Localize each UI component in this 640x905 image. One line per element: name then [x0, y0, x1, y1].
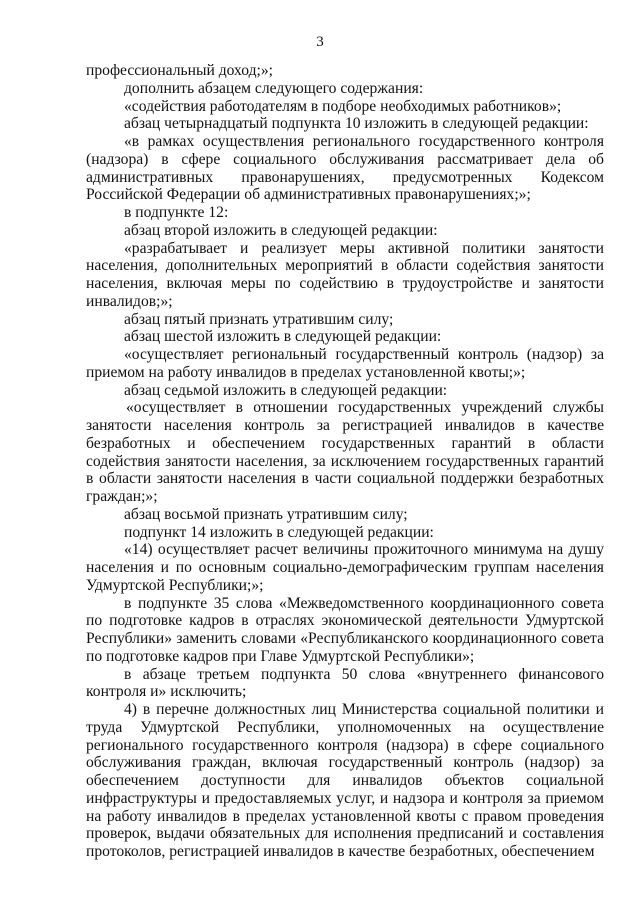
paragraph: «в рамках осуществления регионального государственного контроля (надзора) в сфере социального обслуживания рассматривает дела об административных правонарушениях, предусмотренных Кодексом Российской Федерации об административных правонарушениях;»;: [86, 133, 604, 204]
page-number: 3: [316, 34, 324, 50]
paragraph: абзац восьмой признать утратившим силу;: [124, 505, 408, 523]
paragraph: профессиональный доход;»;: [86, 62, 273, 79]
paragraph: абзац пятый признать утратившим силу;: [124, 310, 394, 328]
paragraph: подпункт 14 изложить в следующей редакции:: [124, 523, 434, 541]
paragraph: в абзаце третьем подпункта 50 слова «внутреннего финансового контроля и» исключить;: [86, 665, 604, 701]
paragraph: «содействия работодателям в подборе необходимых работников»;: [124, 97, 562, 115]
document-body: [86, 62, 604, 861]
paragraph: «осуществляет в отношении государственных учреждений службы занятости населения контроль за регистрацией инвалидов в качестве безработных и обеспечением государственных гарантий в области содействия занятости населения, за исключением государственных гарантий в области занятости населения в части социальной поддержки безработных граждан;»;: [86, 399, 604, 505]
paragraph: в подпункте 35 слова «Межведомственного координационного совета по подготовке кадров в отраслях экономической деятельности Удмуртской Республики» заменить словами «Республиканского координационного совета по подготовке кадров при Главе Удмуртской Республики»;: [86, 594, 604, 665]
paragraph: «осуществляет региональный государственный контроль (надзор) за приемом на работу инвалидов в пределах установленной квоты;»;: [86, 346, 604, 381]
paragraph: абзац седьмой изложить в следующей редакции:: [124, 381, 448, 399]
paragraph: абзац второй изложить в следующей редакции:: [124, 221, 438, 239]
paragraph: «14) осуществляет расчет величины прожиточного минимума на душу населения и по основным социально-демографическим группам населения Удмуртской Республики;»;: [86, 541, 604, 594]
paragraph: в подпункте 12:: [124, 204, 229, 221]
paragraph: дополнить абзацем следующего содержания:: [124, 79, 424, 97]
paragraph: 4) в перечне должностных лиц Министерства социальной политики и труда Удмуртской Республики, уполномоченных на осуществление регионального государственного контроля (надзора) в сфере социального обслуживания граждан, включая государственный контроль (надзор) за обеспечением доступности для инвалидов объектов социальной инфраструктуры и предоставляемых услуг, и надзора и контроля за приемом на работу инвалидов в пределах установленной квоты с правом проведения проверок, выдачи обязательных для исполнения предписаний и составления протоколов, регистрацией инвалидов в качестве безработных, обеспечением: [86, 701, 604, 860]
paragraph: абзац четырнадцатый подпункта 10 изложить в следующей редакции:: [124, 115, 589, 133]
paragraph: абзац шестой изложить в следующей редакции:: [124, 328, 442, 346]
paragraph: «разрабатывает и реализует меры активной политики занятости населения, дополнительных мероприятий в области содействия занятости населения, включая меры по содействию в трудоустройстве и занятости инвалидов;»;: [86, 239, 604, 310]
